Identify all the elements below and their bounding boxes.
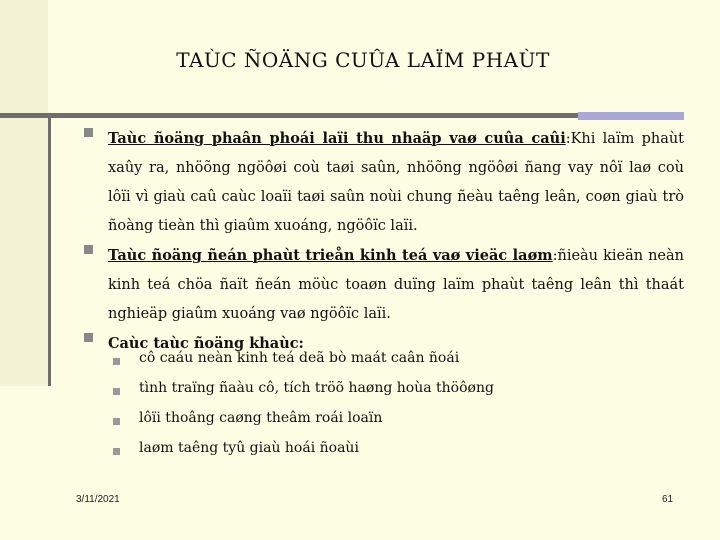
bullet-lead: Caùc taùc ñoäng khaùc: bbox=[108, 335, 304, 352]
slide-title: TAÙC ÑOÄNG CUÛA LAÏM PHAÙT bbox=[176, 48, 550, 72]
page-number: 61 bbox=[662, 494, 674, 505]
title-rule bbox=[0, 113, 578, 118]
bullet-item bbox=[84, 241, 684, 329]
square-bullet-icon bbox=[113, 448, 120, 455]
slide-body bbox=[84, 124, 684, 359]
bullet-item bbox=[84, 124, 684, 241]
slide-date: 3/11/2021 bbox=[76, 494, 120, 505]
bullet-text: :Khi laïm phaùt xaûy ra, nhöõng ngöôøi coù taøi saûn, nhöõng ngöôøi ñang vay nôï laø coù lôïi vì giaù caû caùc loaïi taøi saûn noùi chung ñeàu taêng leân, coøn giaù trò ñoàng tieàn thì giaûm xuoáng, ngöôïc laïi. bbox=[108, 131, 685, 234]
square-bullet-icon bbox=[84, 245, 93, 254]
square-bullet-icon bbox=[113, 388, 120, 395]
bullet-lead: Taùc ñoäng phaân phoái laïi thu nhaäp vaø cuûa caûi bbox=[108, 130, 566, 147]
sub-bullet-text: cô caáu neàn kinh teá deã bò maát caân ñoái bbox=[139, 350, 460, 366]
square-bullet-icon bbox=[84, 333, 93, 342]
square-bullet-icon bbox=[113, 358, 120, 365]
square-bullet-icon bbox=[84, 128, 93, 137]
sub-bullet-text: lôïi thoâng caøng theâm roái loaïn bbox=[139, 410, 383, 426]
title-rule-accent bbox=[578, 112, 684, 120]
square-bullet-icon bbox=[113, 418, 120, 425]
bullet-lead: Taùc ñoäng ñeán phaùt trieån kinh teá vaø vieäc laøm bbox=[108, 247, 553, 264]
bullet-text: :ñieàu kieän neàn kinh teá chöa ñaït ñeán möùc toaøn duïng laïm phaùt taêng leân thì thaát nghieäp giaûm xuoáng vaø ngöôïc laïi. bbox=[108, 248, 684, 322]
left-decor-band bbox=[0, 0, 51, 386]
sub-bullet-text: tình traïng ñaàu cô, tích tröõ haøng hoùa thöôøng bbox=[139, 380, 494, 396]
sub-bullet-text: laøm taêng tyû giaù hoái ñoaùi bbox=[139, 440, 359, 456]
